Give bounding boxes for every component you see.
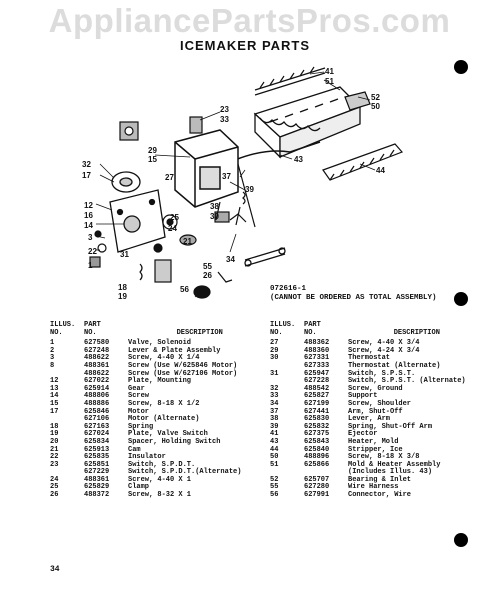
part-description: (Includes Illus. 43) (348, 468, 433, 477)
parts-table-left (50, 322, 241, 500)
illus-number: 18 (50, 422, 59, 431)
part-number: 488622 (84, 369, 110, 378)
callout-33: 33 (220, 115, 229, 124)
illus-number: 34 (270, 399, 279, 408)
illus-number: 13 (50, 384, 59, 393)
valve-switch-plate-part (90, 257, 171, 282)
illus-number: 39 (270, 422, 279, 431)
part-description: Screw, Ground (348, 384, 403, 393)
part-description: Screw (Use W/625846 Motor) (128, 361, 238, 370)
part-number: 625832 (304, 422, 330, 431)
part-description: Thermostat (Alternate) (348, 361, 441, 370)
parts-table-right (270, 322, 466, 500)
part-number: 625914 (84, 384, 110, 393)
part-description: Clamp (128, 483, 150, 492)
part-description: Thermostat (348, 354, 391, 363)
illus-number: 3 (50, 354, 55, 363)
part-description: Connector, Wire (348, 491, 412, 500)
part-description: Heater, Mold (348, 437, 399, 446)
part-number: 627331 (304, 354, 330, 363)
callout-51: 51 (325, 77, 334, 86)
part-description: Spring, Shut-Off Arm (348, 422, 433, 431)
illus-number: 23 (50, 460, 59, 469)
part-description: Switch, S.P.D.T.(Alternate) (128, 468, 242, 477)
illus-number: 37 (270, 407, 279, 416)
illus-number: 1 (50, 339, 55, 348)
part-number: 488372 (84, 491, 110, 500)
illus-number: 38 (270, 415, 279, 424)
part-number: 625829 (84, 483, 110, 492)
callout-52: 52 (371, 93, 380, 102)
part-number: 488806 (84, 392, 110, 401)
callout-1: 1 (88, 261, 93, 270)
part-description: Cam (128, 445, 141, 454)
callout-15: 15 (148, 155, 157, 164)
solenoid-valve-part (120, 122, 138, 140)
part-number: 625707 (304, 475, 330, 484)
illus-number: 33 (270, 392, 279, 401)
illus-number: 52 (270, 475, 279, 484)
illus-number: 44 (270, 445, 279, 454)
part-number: 488896 (304, 453, 330, 462)
illus-header: ILLUS. NO. (50, 321, 76, 337)
callout-23: 23 (220, 105, 229, 114)
illus-number: 27 (270, 339, 279, 348)
part-number: 625834 (84, 437, 110, 446)
part-header: PART NO. (84, 321, 101, 337)
illus-number: 14 (50, 392, 59, 401)
binder-hole-icon (454, 533, 468, 547)
part-number: 625846 (84, 407, 110, 416)
callout-14: 14 (84, 221, 93, 230)
switch-part (190, 117, 202, 133)
illus-number: 15 (50, 399, 59, 408)
callout-25: 25 (170, 213, 179, 222)
wire-harness-part (245, 248, 285, 266)
part-description: Arm, Shut-Off (348, 407, 403, 416)
part-number: 488622 (84, 354, 110, 363)
part-description: Wire Harness (348, 483, 399, 492)
illus-number: 22 (50, 453, 59, 462)
part-description: Motor (128, 407, 150, 416)
illus-number: 19 (50, 430, 59, 439)
part-description: Screw, 8-18 X 1/2 (128, 399, 200, 408)
part-description: Insulator (128, 453, 166, 462)
callout-26: 26 (203, 271, 212, 280)
callout-50: 50 (371, 102, 380, 111)
part-description: Switch, S.P.S.T. (Alternate) (348, 377, 466, 386)
description-header: DESCRIPTION (176, 328, 223, 337)
callout-27: 27 (165, 173, 174, 182)
parts-list-left (50, 322, 241, 500)
illus-number: 43 (270, 437, 279, 446)
assembly-order-note: (CANNOT BE ORDERED AS TOTAL ASSEMBLY) (270, 294, 437, 302)
part-description: Spacer, Holding Switch (128, 437, 221, 446)
part-number: 488361 (84, 475, 110, 484)
callout-43: 43 (294, 155, 303, 164)
callout-38: 38 (210, 202, 219, 211)
illus-number: 21 (50, 445, 59, 454)
part-number: 627375 (304, 430, 330, 439)
part-description: Switch, S.P.D.T. (128, 460, 196, 469)
callout-18: 18 (118, 283, 127, 292)
part-number: 627228 (304, 377, 330, 386)
part-number: 627248 (84, 346, 110, 355)
part-number: 625830 (304, 415, 330, 424)
control-housing-part (175, 130, 238, 207)
illus-header: ILLUS. NO. (270, 321, 296, 337)
illus-number: 56 (270, 491, 279, 500)
part-number: 488542 (304, 384, 330, 393)
parts-row (270, 492, 466, 500)
part-description: Screw, 4-24 X 3/4 (348, 346, 420, 355)
part-number: 625827 (304, 392, 330, 401)
part-number: 627333 (304, 361, 330, 370)
part-number: 627991 (304, 491, 330, 500)
part-description: Plate, Mounting (128, 377, 192, 386)
page-number: 34 (50, 565, 60, 574)
part-number: 625947 (304, 369, 330, 378)
callout-55: 55 (203, 262, 212, 271)
part-description: Screw (128, 392, 150, 401)
callout-44: 44 (376, 166, 385, 175)
callout-21: 21 (183, 237, 192, 246)
callout-22: 22 (88, 247, 97, 256)
assembly-note (270, 285, 437, 303)
callout-56: 56 (180, 285, 189, 294)
part-description: Screw, 4-40 X 3/4 (348, 339, 420, 348)
callout-17: 17 (82, 171, 91, 180)
page-title: ICEMAKER PARTS (180, 38, 311, 53)
callout-24: 24 (168, 224, 177, 233)
part-description: Lever & Plate Assembly (128, 346, 221, 355)
callout-34: 34 (226, 255, 235, 264)
callout-29: 29 (148, 146, 157, 155)
part-number: 627199 (304, 399, 330, 408)
illus-number: 24 (50, 475, 59, 484)
part-description: Ejector (348, 430, 378, 439)
callout-3: 3 (88, 233, 93, 242)
part-description: Plate, Valve Switch (128, 430, 208, 439)
part-number: 488362 (304, 339, 330, 348)
parts-row (50, 492, 241, 500)
part-number: 627229 (84, 468, 110, 477)
part-number: 625843 (304, 437, 330, 446)
part-number: 625835 (84, 453, 110, 462)
part-number: 625840 (304, 445, 330, 454)
part-number: 627163 (84, 422, 110, 431)
part-number: 627280 (304, 483, 330, 492)
part-number: 627106 (84, 415, 110, 424)
part-description: Switch, S.P.S.T. (348, 369, 416, 378)
callout-39: 39 (245, 185, 254, 194)
illus-number: 12 (50, 377, 59, 386)
part-description: Stripper, Ice (348, 445, 403, 454)
illus-number: 51 (270, 460, 279, 469)
part-number: 625866 (304, 460, 330, 469)
part-description: Screw (Use W/627106 Motor) (128, 369, 238, 378)
part-number: 488360 (304, 346, 330, 355)
part-description: Spring (128, 422, 154, 431)
callout-19: 19 (118, 292, 127, 301)
parts-row (50, 439, 241, 447)
part-description: Valve, Solenoid (128, 339, 192, 348)
part-number: 627022 (84, 377, 110, 386)
part-description: Screw, 4-40 X 1 (128, 475, 192, 484)
part-header: PART NO. (304, 321, 321, 337)
illus-number: 8 (50, 361, 55, 370)
part-number: 488361 (84, 361, 110, 370)
callout-16: 16 (84, 211, 93, 220)
callout-30: 30 (210, 212, 219, 221)
part-number: 488886 (84, 399, 110, 408)
part-description: Gear (128, 384, 145, 393)
part-description: Screw, 8-18 X 3/8 (348, 453, 420, 462)
part-description: Lever, Arm (348, 415, 391, 424)
illus-number: 50 (270, 453, 279, 462)
illus-number: 55 (270, 483, 279, 492)
assembly-number: 072616-1 (270, 285, 307, 293)
exploded-parts-diagram (40, 52, 480, 310)
ejector-part (255, 67, 325, 95)
callout-32: 32 (82, 160, 91, 169)
part-description: Bearing & Inlet (348, 475, 412, 484)
part-number: 625851 (84, 460, 110, 469)
part-description: Mold & Heater Assembly (348, 460, 441, 469)
part-description: Screw, 4-40 X 1/4 (128, 354, 200, 363)
bearing-inlet-part (345, 92, 370, 110)
part-description: Screw, Shoulder (348, 399, 412, 408)
mounting-plate-part (110, 190, 165, 252)
part-number: 627024 (84, 430, 110, 439)
illus-number: 26 (50, 491, 59, 500)
callout-41: 41 (325, 67, 334, 76)
illus-number: 20 (50, 437, 59, 446)
illus-number: 41 (270, 430, 279, 439)
illus-number: 32 (270, 384, 279, 393)
motor-part (112, 172, 140, 192)
description-header: DESCRIPTION (393, 328, 440, 337)
illus-number: 17 (50, 407, 59, 416)
callout-31: 31 (120, 250, 129, 259)
illus-number: 25 (50, 483, 59, 492)
illus-number: 2 (50, 346, 55, 355)
illus-number: 31 (270, 369, 279, 378)
part-description: Motor (Alternate) (128, 415, 200, 424)
parts-row (50, 378, 241, 386)
part-description: Screw, 8-32 X 1 (128, 491, 192, 500)
part-number: 627580 (84, 339, 110, 348)
illus-number: 29 (270, 346, 279, 355)
illus-number: 30 (270, 354, 279, 363)
part-description: Support (348, 392, 378, 401)
callout-12: 12 (84, 201, 93, 210)
callout-37: 37 (222, 172, 231, 181)
part-number: 627441 (304, 407, 330, 416)
ice-stripper-part (323, 144, 402, 180)
parts-list-right (270, 322, 466, 500)
part-number: 625913 (84, 445, 110, 454)
watermark-text: AppliancePartsPros.com (48, 2, 451, 39)
